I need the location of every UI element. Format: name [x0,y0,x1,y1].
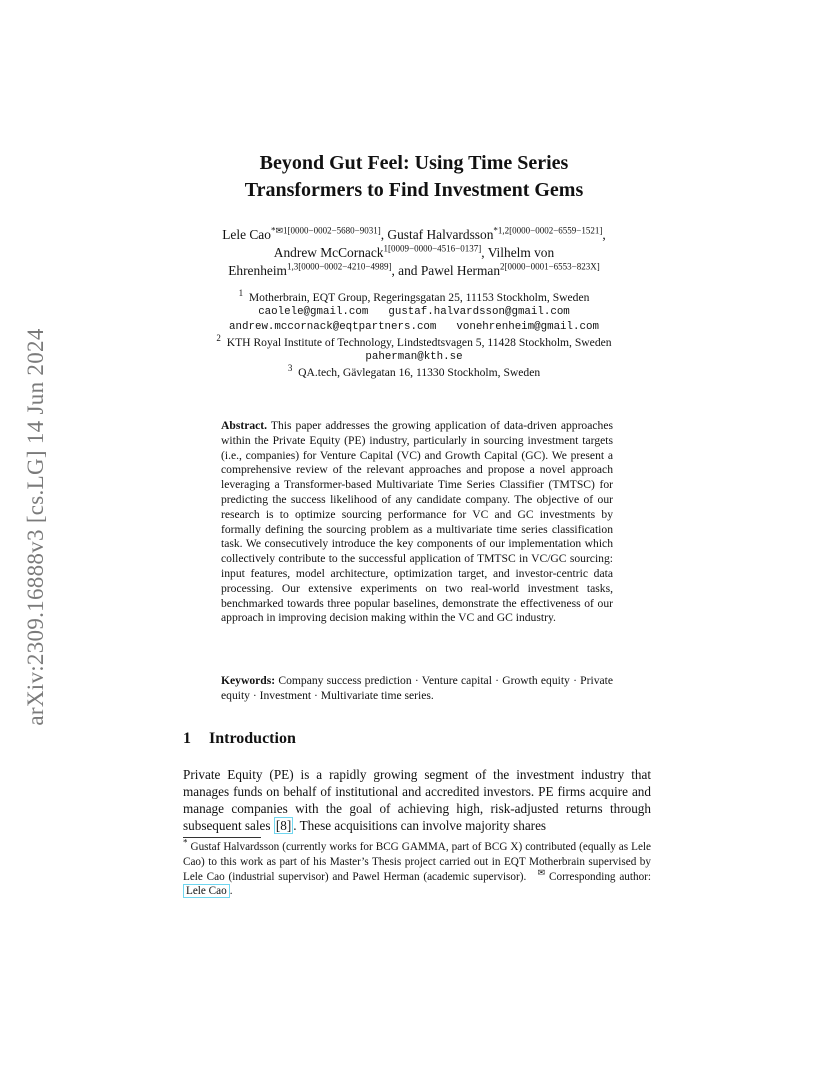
citation-link[interactable]: [8] [275,817,292,833]
affiliation-text: QA.tech, Gävlegatan 16, 11330 Stockholm, Sweden [298,366,541,379]
affiliation-3 [170,365,658,380]
email-address[interactable]: andrew.mccornack@eqtpartners.com [229,321,437,333]
author-orcid: 1[0009−0000−4516−0137] [383,243,482,254]
email-address[interactable]: paherman@kth.se [365,351,463,363]
author-name: Andrew McCornack [273,245,384,260]
author-orcid: 1,3[0000−0002−4210−4989] [286,261,392,272]
keywords-text: Company success prediction · Venture capital · Growth equity · Private equity · Investment · Multivariate time series. [221,674,614,702]
envelope-icon: ✉ [537,866,546,877]
keywords-label: Keywords: [221,674,276,687]
email-row-3 [170,350,658,365]
author-name: Ehrenheim [228,263,287,278]
email-row-2 [170,320,658,335]
affiliation-1 [170,290,658,305]
affiliation-2 [170,335,658,350]
intro-text: . These acquisitions can involve majority shares [293,817,547,833]
footnote-text: Corresponding author: [545,870,652,883]
author-name: , Gustaf Halvardsson [380,227,494,242]
email-row-1 [170,305,658,320]
affiliation-text: Motherbrain, EQT Group, Regeringsgatan 25, 11153 Stockholm, Sweden [248,291,590,304]
authors-line-3 [170,262,658,280]
section-heading [183,730,643,748]
keywords [221,674,613,704]
author-orcid: 2[0000−0001−6553−823X] [500,261,600,272]
email-address[interactable]: vonehrenheim@gmail.com [456,321,599,333]
title-line-1: Beyond Gut Feel: Using Time Series [259,152,569,174]
footnote-marker: * [183,837,188,848]
arxiv-identifier: arXiv:2309.16888v3 [cs.LG] 14 Jun 2024 [23,328,48,726]
footnote [183,837,652,899]
paper-title [150,150,678,204]
footnote-rule [183,837,261,838]
affiliation-marker: 2 [216,333,221,344]
author-name: , Vilhelm von [481,245,555,260]
author-name: , and Pawel Herman [391,263,501,278]
abstract-text: This paper addresses the growing application of data-driven approaches within the Private Equity (PE) industry, particularly in sourcing investment targets (i.e., companies) for Venture Capital (VC) and Growth Capital (GC). We present a comprehensive review of the relevant approaches and propose a novel approach leveraging a Transformer-based Multivariate Time Series Classifier (TMTSC) for predicting the success likelihood of any candidate company. The objective of our research is to optimize sourcing performance for VC and GC investments by formally defining the sourcing problem as a multivariate time series classification task. We consecutively introduce the key components of our implementation which collectively contribute to the successful application of TMTSC in VC/GC sourcing: input features, model architecture, optimization target, and investor-centric data processing. Our extensive experiments on two real-world investment tasks, benchmarked towards three popular baselines, demonstrate the effectiveness of our approach in improving decision making within the VC and GC industry. [221,419,613,625]
author-name: Lele Cao [222,227,271,242]
authors-line-1 [170,226,658,244]
author-separator: , [602,227,606,242]
affiliation-marker: 3 [287,363,293,374]
abstract [221,419,613,626]
section-title: Introduction [209,730,296,747]
author-list [170,226,658,280]
email-address[interactable]: gustaf.halvardsson@gmail.com [388,306,570,318]
intro-text: Private Equity (PE) is a rapidly growing segment of the investment industry that manages funds on behalf of institutional and accredited investors. PE firms acquire and manage companies with the goal of achieving high, risk-adjusted returns through subsequent sales [183,767,651,833]
footnote-end: . [229,885,233,898]
footnote-text: Gustaf Halvardsson (currently works for BCG GAMMA, part of BCG X) contributed (equally as Lele Cao) to this work as part of his Master’s Thesis project carried out in EQT Motherbrain supervised by Lele Cao (industrial supervisor) and Pawel Herman (academic supervisor). [183,841,651,883]
email-address[interactable]: caolele@gmail.com [258,306,369,318]
abstract-label: Abstract. [221,419,268,432]
affiliations [170,290,658,380]
authors-line-2 [170,244,658,262]
title-line-2: Transformers to Find Investment Gems [244,179,584,201]
author-orcid: *1,2[0000−0002−6559−1521] [493,225,603,236]
section-number: 1 [183,730,191,747]
intro-paragraph [183,767,651,835]
affiliation-marker: 1 [238,288,244,299]
corresponding-author-link[interactable]: Lele Cao [183,884,230,898]
affiliation-text: KTH Royal Institute of Technology, Lindstedtsvagen 5, 11428 Stockholm, Sweden [226,336,612,349]
author-orcid: *✉1[0000−0002−5680−9031] [270,225,381,236]
